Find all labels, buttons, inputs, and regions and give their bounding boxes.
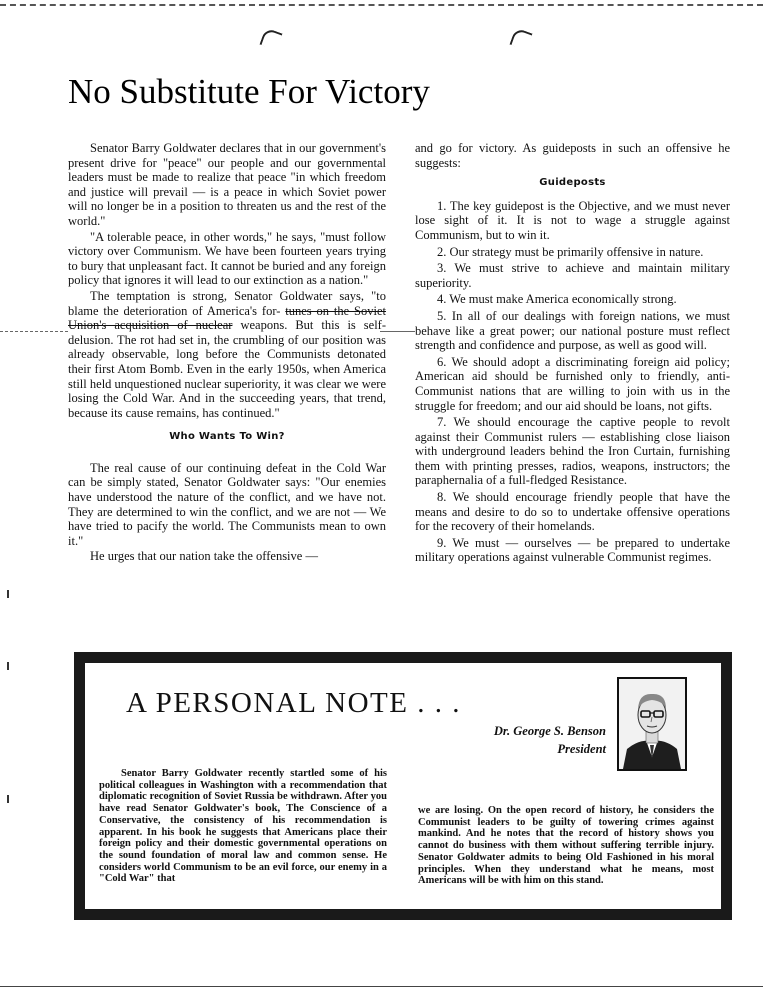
guideposts-heading: Guideposts — [539, 177, 606, 189]
margin-tick — [7, 662, 9, 670]
guidepost-item: 2. Our strategy must be primarily offensive in nature. — [437, 244, 704, 259]
margin-scan-line — [0, 331, 68, 332]
guidepost-item: 1. The key guidepost is the Objective, and we must never lose sight of it. It is not to wage a struggle against Communism, but to win it. — [415, 198, 730, 242]
signature-block — [420, 722, 606, 758]
paragraph: and go for victory. As guideposts in such an offensive he suggests: — [415, 141, 730, 170]
article-title: No Substitute For Victory — [68, 72, 430, 111]
paragraph: He urges that our nation take the offensive — — [90, 549, 318, 564]
margin-tick — [7, 795, 9, 803]
personal-note-right-text: we are losing. On the open record of history, he considers the Communist leaders to be guilty of towering crimes against mankind. And he notes that the record of history shows you cannot do business with them without suffering terrible injury. Senator Goldwater admits to being Old Fashioned in his moral principles. When they understand what he means, most Americans will be with him on this stand. — [418, 805, 714, 887]
signer-title: President — [557, 742, 606, 756]
article-right-column — [415, 141, 730, 567]
guidepost-item: 4. We must make America economically strong. — [437, 292, 677, 307]
guidepost-item: 5. In all of our dealings with foreign nations, we must behave like a great power; our national posture must reflect strength and confidence and purpose, as well as good will. — [415, 308, 730, 353]
binder-hole-mark — [509, 27, 532, 50]
personal-note-title: A PERSONAL NOTE . . . — [126, 687, 461, 719]
guideposts-list — [415, 199, 730, 565]
guidepost-item: 3. We must strive to achieve and maintain military superiority. — [415, 261, 730, 290]
personal-note-panel — [85, 663, 721, 909]
guidepost-item: 6. We should adopt a discriminating foreign aid policy; American aid should be furnished only to friendly, anti-Communist nations that are willing to join with us in the struggle for freedom; and our aid should be loans, not gifts. — [415, 354, 730, 413]
paragraph-text: weapons. But this is self-delusion. The rot had set in, the crumbling of our position was already observable, long before the Communists detonated their first Atom Bomb. Even in the early 1950s, when America still held unquestioned nuclear superiority, it was clear we were losing the Cold War. And in the succeeding years, that trend, because its cause remains, has continued." — [68, 318, 387, 420]
paragraph: "A tolerable peace, in other words," he says, "must follow victory over Communism. We have been fourteen years trying to bury that unpleasant fact. It cannot be buried and any foreign policy that ignores it will lead to our extinction as a nation." — [68, 229, 386, 288]
guidepost-item: 9. We must — ourselves — be prepared to undertake military operations against vulnerable Communist regimes. — [415, 535, 730, 565]
signer-name: Dr. George S. Benson — [493, 724, 606, 738]
personal-note-box — [74, 652, 732, 920]
portrait-image — [617, 677, 687, 771]
personal-note-left-text: Senator Barry Goldwater recently startled some of his political colleagues in Washington with a recommendation that diplomatic recognition of Soviet Russia be withdrawn. After you have read Senator Goldwater's book, The Conscience of a Conservative, the consistency of his recommendation is apparent. In his book he suggests that Americans place their foreign policy and their domestic governmental operations on the sound foundation of moral law and common sense. He considers world Communism to be an evil force, our enemy in a "Cold War" that — [99, 768, 387, 885]
struck-through-text: tunes on the Soviet Union's acquisition of nuclear — [68, 303, 387, 333]
subheading: Who Wants To Win? — [169, 431, 285, 443]
binder-hole-mark — [259, 27, 282, 50]
article-left-column — [68, 141, 386, 565]
paragraph: The real cause of our continuing defeat in the Cold War can be simply stated, Senator Goldwater says: "Our enemies have understood the nature of the conflict, and we have not. They are determined to win the conflict, and we are not — We have tried to pacify the world. The Communists mean to own it." — [68, 460, 386, 548]
margin-tick — [7, 590, 9, 598]
paragraph-text: The temptation is strong, Senator Goldwater says, "to blame the deterioration of America's for- — [68, 288, 386, 318]
paragraph-temptation — [68, 289, 386, 420]
paragraph: Senator Barry Goldwater declares that in our government's present drive for "peace" our people and our governmental leaders must be made to realize that peace "in which freedom and justice will prevail — is a peace in which Soviet power will no longer be in a position to threaten us and the rest of the world." — [68, 141, 386, 228]
guidepost-item: 8. We should encourage friendly people that have the means and desire to do so to undertake offensive operations for the recovery of their homelands. — [415, 490, 730, 534]
bottom-border-rule — [0, 986, 763, 987]
top-border-rule — [0, 4, 763, 6]
guidepost-item: 7. We should encourage the captive people to revolt against their Communist rulers — establishing close liaison with underground leaders behind the Iron Curtain, furnishing them with printing presses, radios, weapons, instructors; the paraphernalia of a full-fledged Resistance. — [415, 415, 730, 488]
portrait-drawing — [619, 679, 685, 769]
